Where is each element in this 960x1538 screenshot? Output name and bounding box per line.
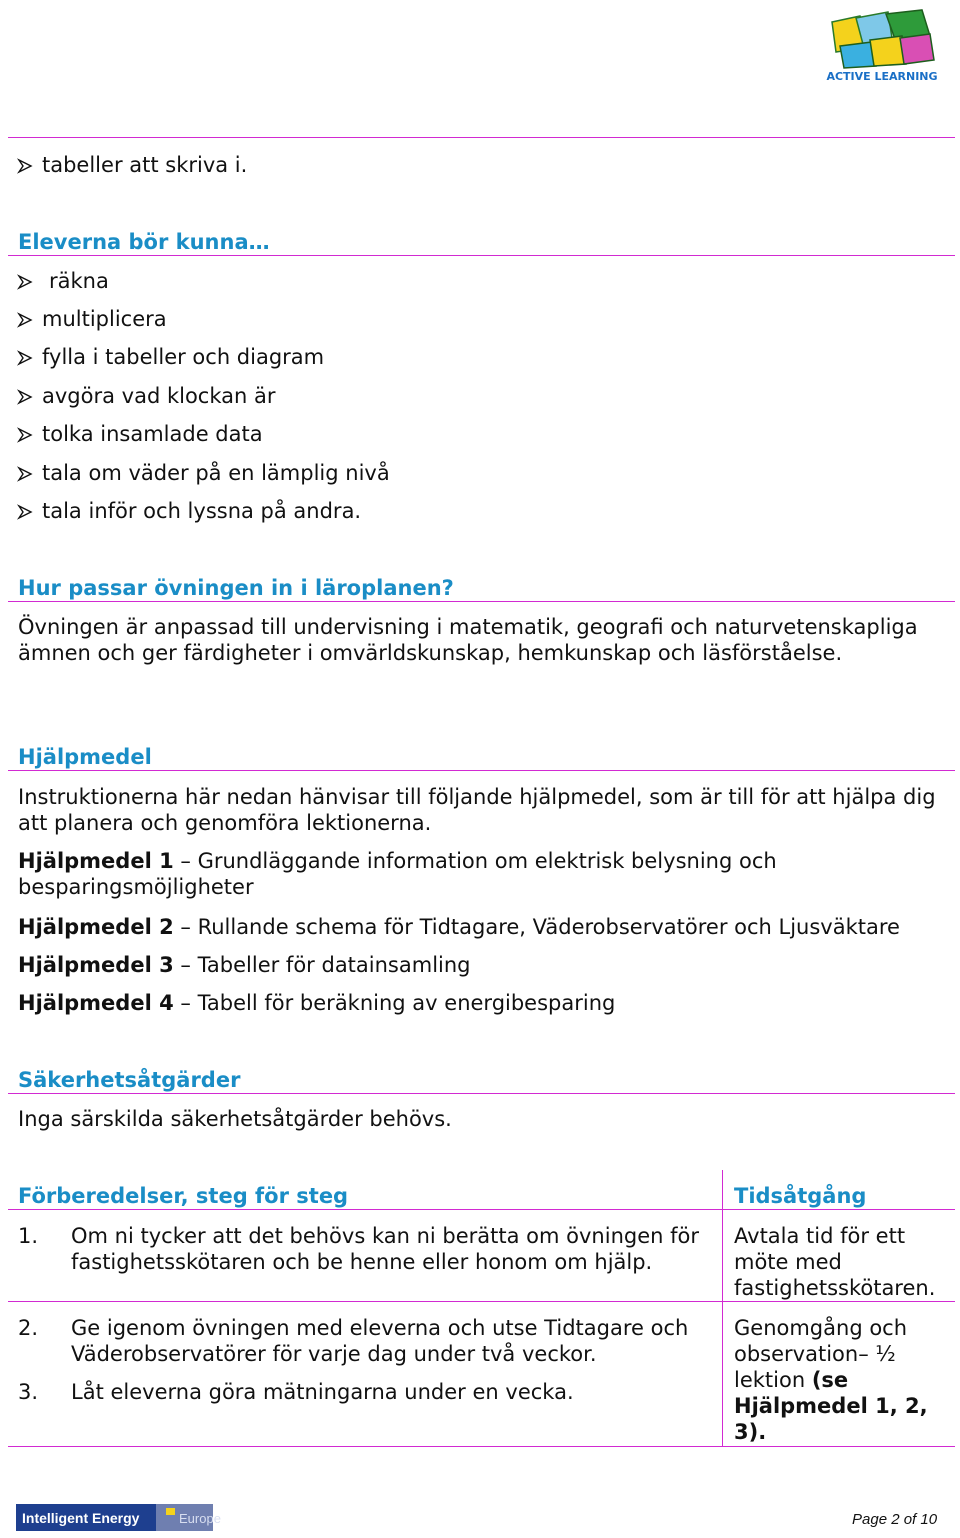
list-item: avgöra vad klockan är bbox=[18, 383, 276, 409]
section-heading-safety: Säkerhetsåtgärder bbox=[18, 1068, 241, 1092]
step-text: Om ni tycker att det behövs kan ni berätta om övningen för fastighetsskötaren och be henne eller honom om hjälp. bbox=[71, 1224, 700, 1274]
arrow-bullet-icon bbox=[18, 159, 32, 173]
section-rule bbox=[8, 601, 955, 602]
table-bottom-rule bbox=[8, 1446, 955, 1447]
safety-text: Inga särskilda säkerhetsåtgärder behövs. bbox=[18, 1107, 452, 1131]
list-item: tolka insamlade data bbox=[18, 421, 263, 447]
arrow-bullet-icon bbox=[18, 275, 32, 289]
step-text: Ge igenom övningen med eleverna och utse Tidtagare och Väderobservatörer för varje dag under två veckor. bbox=[71, 1316, 689, 1366]
list-item: tala om väder på en lämplig nivå bbox=[18, 460, 390, 486]
step-number: 2. bbox=[18, 1316, 39, 1340]
tool-item-1: Hjälpmedel 1 – Grundläggande information om elektrisk belysning och besparingsmöjligheter bbox=[18, 849, 777, 899]
curriculum-text: Övningen är anpassad till undervisning i matematik, geografi och naturvetenskapliga ämnen och ger färdigheter i omvärldskunskap, hemkunskap och läsförståelse. bbox=[18, 615, 918, 665]
step-number: 3. bbox=[18, 1380, 39, 1404]
step-text: Låt eleverna göra mätningarna under en vecka. bbox=[71, 1380, 574, 1404]
section-rule bbox=[8, 1093, 955, 1094]
tool-item-3: Hjälpmedel 3 – Tabeller för datainsamling bbox=[18, 953, 471, 977]
section-heading-time: Tidsåtgång bbox=[734, 1184, 867, 1208]
step-number: 1. bbox=[18, 1224, 39, 1248]
footer-logo-text: Intelligent Energy bbox=[22, 1510, 140, 1526]
tools-intro: Instruktionerna här nedan hänvisar till följande hjälpmedel, som är till för att hjälpa dig att planera och genomföra lektionerna. bbox=[18, 785, 936, 835]
time-text: Avtala tid för ett möte med fastighetsskötaren. bbox=[734, 1224, 936, 1300]
arrow-bullet-icon bbox=[18, 390, 32, 404]
arrow-bullet-icon bbox=[18, 313, 32, 327]
header-rule bbox=[8, 137, 955, 138]
list-item: multiplicera bbox=[18, 306, 167, 332]
tool-item-2: Hjälpmedel 2 – Rullande schema för Tidtagare, Väderobservatörer och Ljusväktare bbox=[18, 915, 900, 939]
intelligent-energy-logo bbox=[16, 1504, 221, 1531]
time-text: Genomgång och observation– ½ lektion (se Hjälpmedel 1, 2, 3). bbox=[734, 1316, 928, 1444]
list-item: fylla i tabeller och diagram bbox=[18, 344, 324, 370]
section-heading-tools: Hjälpmedel bbox=[18, 745, 152, 769]
list-item: räkna bbox=[18, 268, 109, 294]
section-heading-curriculum: Hur passar övningen in i läroplanen? bbox=[18, 576, 454, 600]
table-header-rule bbox=[8, 1209, 955, 1210]
arrow-bullet-icon bbox=[18, 428, 32, 442]
puzzle-logo-icon bbox=[826, 8, 938, 86]
section-heading-prep: Förberedelser, steg för steg bbox=[18, 1184, 349, 1208]
footer-logo-text-2: Europe bbox=[179, 1511, 221, 1526]
arrow-bullet-icon bbox=[18, 351, 32, 365]
table-column-divider bbox=[722, 1170, 723, 1446]
table-row-rule bbox=[8, 1301, 955, 1302]
section-rule bbox=[8, 255, 955, 256]
arrow-bullet-icon bbox=[18, 505, 32, 519]
page-number: Page 2 of 10 bbox=[852, 1511, 938, 1528]
section-heading-skills: Eleverna bör kunna… bbox=[18, 230, 270, 254]
section-rule bbox=[8, 770, 955, 771]
list-item: tabeller att skriva i. bbox=[18, 152, 247, 178]
arrow-bullet-icon bbox=[18, 467, 32, 481]
tool-item-4: Hjälpmedel 4 – Tabell för beräkning av energibesparing bbox=[18, 991, 616, 1015]
list-item: tala inför och lyssna på andra. bbox=[18, 498, 361, 524]
logo-text: ACTIVE LEARNING bbox=[826, 70, 938, 83]
